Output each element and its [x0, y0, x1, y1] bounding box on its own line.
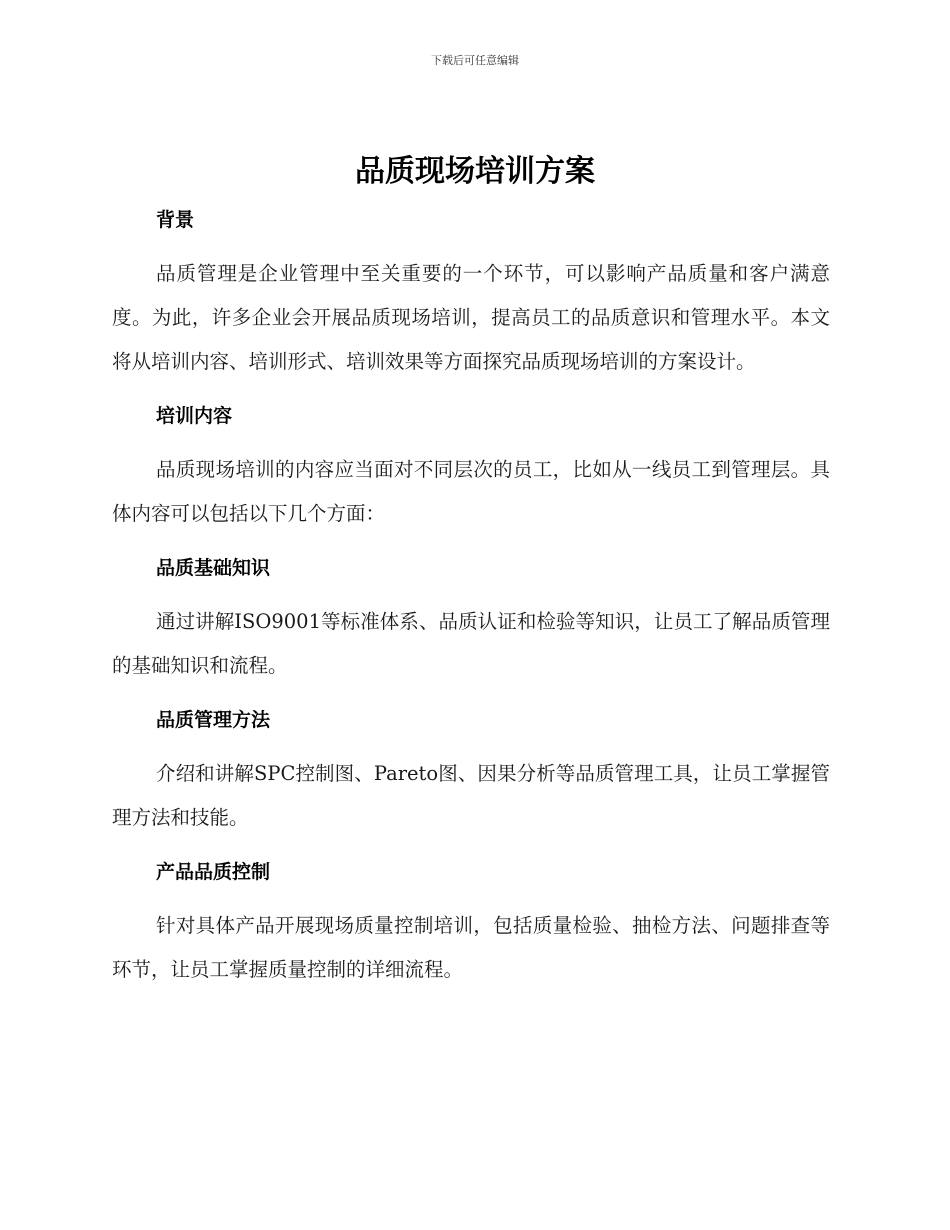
section-paragraph: 品质管理是企业管理中至关重要的一个环节，可以影响产品质量和客户满意度。为此，许多企业会开展品质现场培训，提高员工的品质意识和管理水平。本文将从培训内容、培训形式、培训效果等方面探究品质现场培训的方案设计。 [112, 262, 830, 373]
section-heading: 品质管理方法 [156, 709, 271, 731]
section-heading: 培训内容 [156, 405, 233, 427]
section-paragraph: 品质现场培训的内容应当面对不同层次的员工，比如从一线员工到管理层。具体内容可以包括以下几个方面： [112, 458, 830, 525]
section-heading: 背景 [156, 209, 195, 231]
section-quality-basics [112, 548, 830, 700]
section-paragraph: 针对具体产品开展现场质量控制培训，包括质量检验、抽检方法、问题排查等环节，让员工掌握质量控制的详细流程。 [112, 914, 830, 981]
section-background [112, 200, 830, 396]
section-paragraph: 介绍和讲解SPC控制图、Pareto图、因果分析等品质管理工具，让员工掌握管理方法和技能。 [112, 762, 830, 829]
section-training-content [112, 396, 830, 548]
page-header-note: 下载后可任意编辑 [431, 54, 519, 67]
section-paragraph: 通过讲解ISO9001等标准体系、品质认证和检验等知识，让员工了解品质管理的基础知识和流程。 [112, 610, 830, 677]
section-heading: 产品品质控制 [156, 861, 271, 883]
section-quality-methods [112, 700, 830, 852]
section-product-quality-control [112, 852, 830, 992]
document-body [112, 200, 830, 992]
document-title: 品质现场培训方案 [355, 154, 595, 189]
section-heading: 品质基础知识 [156, 557, 271, 579]
